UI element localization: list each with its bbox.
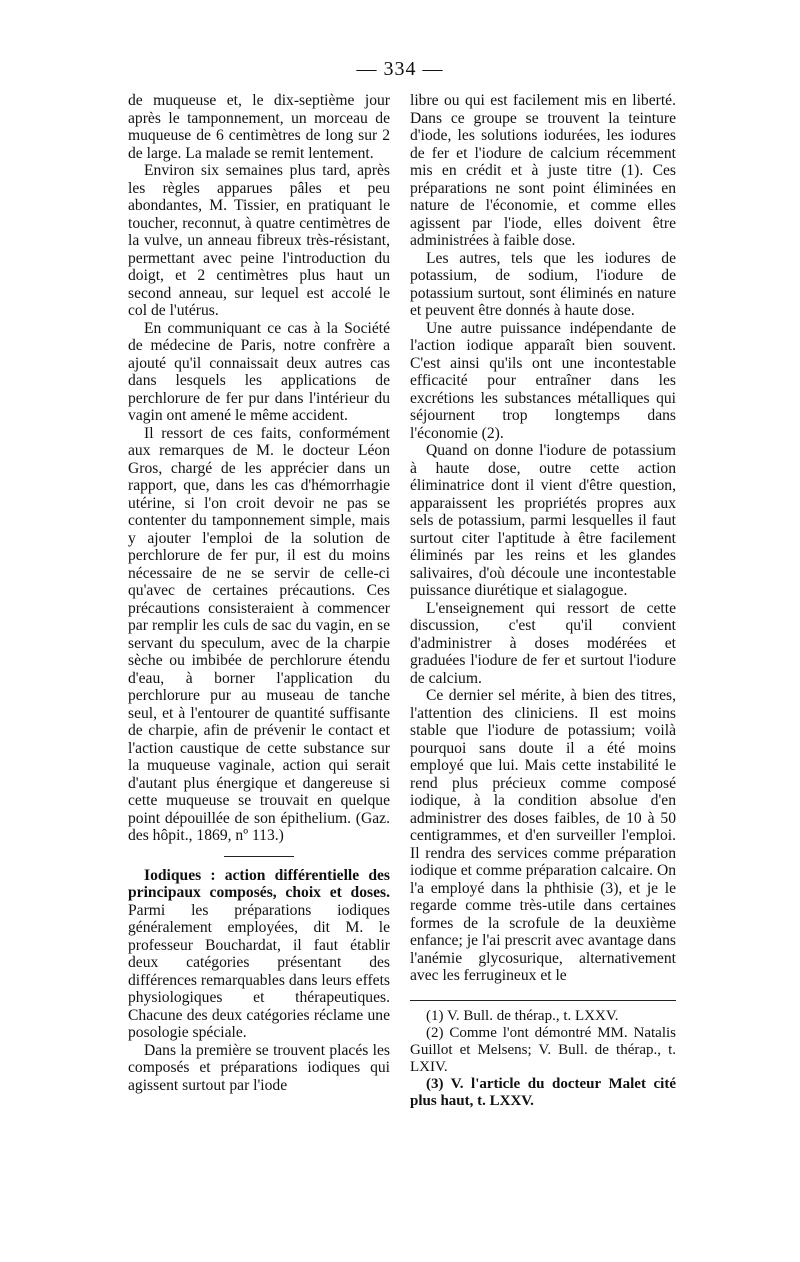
right-column: [410, 92, 676, 1110]
paragraph: libre ou qui est facilement mis en liberté. Dans ce groupe se trouvent la teinture d'iode, les solutions iodurées, les iodures de fer et l'iodure de calcium récemment mis en crédit et à juste titre (1). Ces préparations ne sont point éliminées en nature de l'économie, et comme elles agissent par l'iode, elles doivent être administrées à faible dose.: [410, 92, 676, 249]
paragraph-text: Parmi les préparations iodiques généralement employées, dit M. le professeur Bouchardat, il faut établir deux catégories présentant des différences remarquables dans leurs effets physiologiques et thérapeutiques. Chacune des deux catégories réclame une posologie spéciale.: [128, 901, 390, 1041]
paragraph: Ce dernier sel mérite, à bien des titres, l'attention des cliniciens. Il est moins stable que l'iodure de potassium; voilà pourquoi sans doute il a été moins employé que lui. Mais cette instabilité le rend plus précieux comme composé iodique, à la condition absolue d'en administrer des doses faibles, de 10 à 50 centigrammes, et d'en surveiller l'emploi. Il rendra des services comme préparation iodique et comme préparation calcaire. On l'a employé dans la phthisie (3), et je le regarde comme très-utile dans certaines formes de la scrofule de la deuxième enfance; je l'ai prescrit avec avantage dans l'anémie glycosurique, alternativement avec les ferrugineux et le: [410, 687, 676, 984]
paragraph: Une autre puissance indépendante de l'action iodique apparaît bien souvent. C'est ainsi qu'ils ont une incontestable efficacité pour entraîner dans les excrétions les substances métalliques qui séjournent trop longtemps dans l'économie (2).: [410, 319, 676, 442]
paragraph: L'enseignement qui ressort de cette discussion, c'est qu'il convient d'administrer à doses modérées et graduées l'iodure de fer et surtout l'iodure de calcium.: [410, 599, 676, 687]
paragraph: En communiquant ce cas à la Société de médecine de Paris, notre confrère a ajouté qu'il connaissait deux autres cas dans lesquels les applications de perchlorure de fer pur dans l'intérieur du vagin ont amené le même accident.: [128, 319, 390, 424]
paragraph: Il ressort de ces faits, conformément aux remarques de M. le docteur Léon Gros, chargé de les apprécier dans un rapport, que, dans les cas d'hémorrhagie utérine, si l'on croit devoir ne pas se contenter du tamponnement simple, mais y ajouter l'emploi de la solution de perchlorure de fer pur, il est du moins nécessaire de ne se servir de celle-ci qu'avec de certaines précautions. Ces précautions consisteraient à commencer par remplir les culs de sac du vagin, en se servant du speculum, avec de la charpie sèche ou imbibée de perchlorure étendu d'eau, à borner l'application du perchlorure pur au museau de tanche seul, et à l'entourer de quantité suffisante de charpie, afin de prévenir le contact et l'action caustique de cette substance sur la muqueuse vaginale, action qui serait d'autant plus énergique et dangereuse si cette muqueuse se trouvait en quelque point dépouillée de son épithelium. (Gaz. des hôpit., 1869, nº 113.): [128, 424, 390, 844]
paragraph: Quand on donne l'iodure de potassium à haute dose, outre cette action éliminatrice dont il vient d'être question, apparaissent les propriétés propres aux sels de potassium, parmi lesquelles il faut surtout citer l'aptitude à être facilement éliminés par les reins et les glandes salivaires, d'où découle une incontestable puissance diurétique et sialagogue.: [410, 442, 676, 599]
section-heading: Iodiques : action différentielle des principaux composés, choix et doses.: [128, 866, 390, 901]
footnote: (3) V. l'article du docteur Malet cité plus haut, t. LXXV.: [410, 1075, 676, 1109]
page-number: — 334 —: [356, 58, 444, 80]
paragraph: Environ six semaines plus tard, après les règles apparues pâles et peu abondantes, M. Tissier, en pratiquant le toucher, reconnut, à quatre centimètres de la vulve, un anneau fibreux très-résistant, permettant avec peine l'introduction du doigt, et 2 centimètres plus haut un second anneau, sur lequel est accolé le col de l'utérus.: [128, 162, 390, 319]
section-divider: [224, 856, 294, 857]
paragraph: Dans la première se trouvent placés les composés et préparations iodiques qui agissent surtout par l'iode: [128, 1041, 390, 1094]
footnote: (2) Comme l'ont démontré MM. Natalis Guillot et Melsens; V. Bull. de thérap., t. LXIV.: [410, 1024, 676, 1075]
left-column: [128, 92, 390, 1094]
paragraph: de muqueuse et, le dix-septième jour après le tamponnement, un morceau de muqueuse de 6 centimètres de long sur 2 de large. La malade se remit lentement.: [128, 92, 390, 162]
paragraph: Les autres, tels que les iodures de potassium, de sodium, l'iodure de potassium surtout, sont éliminés en nature et peuvent être donnés à haute dose.: [410, 249, 676, 319]
section-paragraph: [128, 867, 390, 1042]
footnote: (1) V. Bull. de thérap., t. LXXV.: [426, 1007, 619, 1024]
footnote-rule: [410, 1000, 676, 1001]
